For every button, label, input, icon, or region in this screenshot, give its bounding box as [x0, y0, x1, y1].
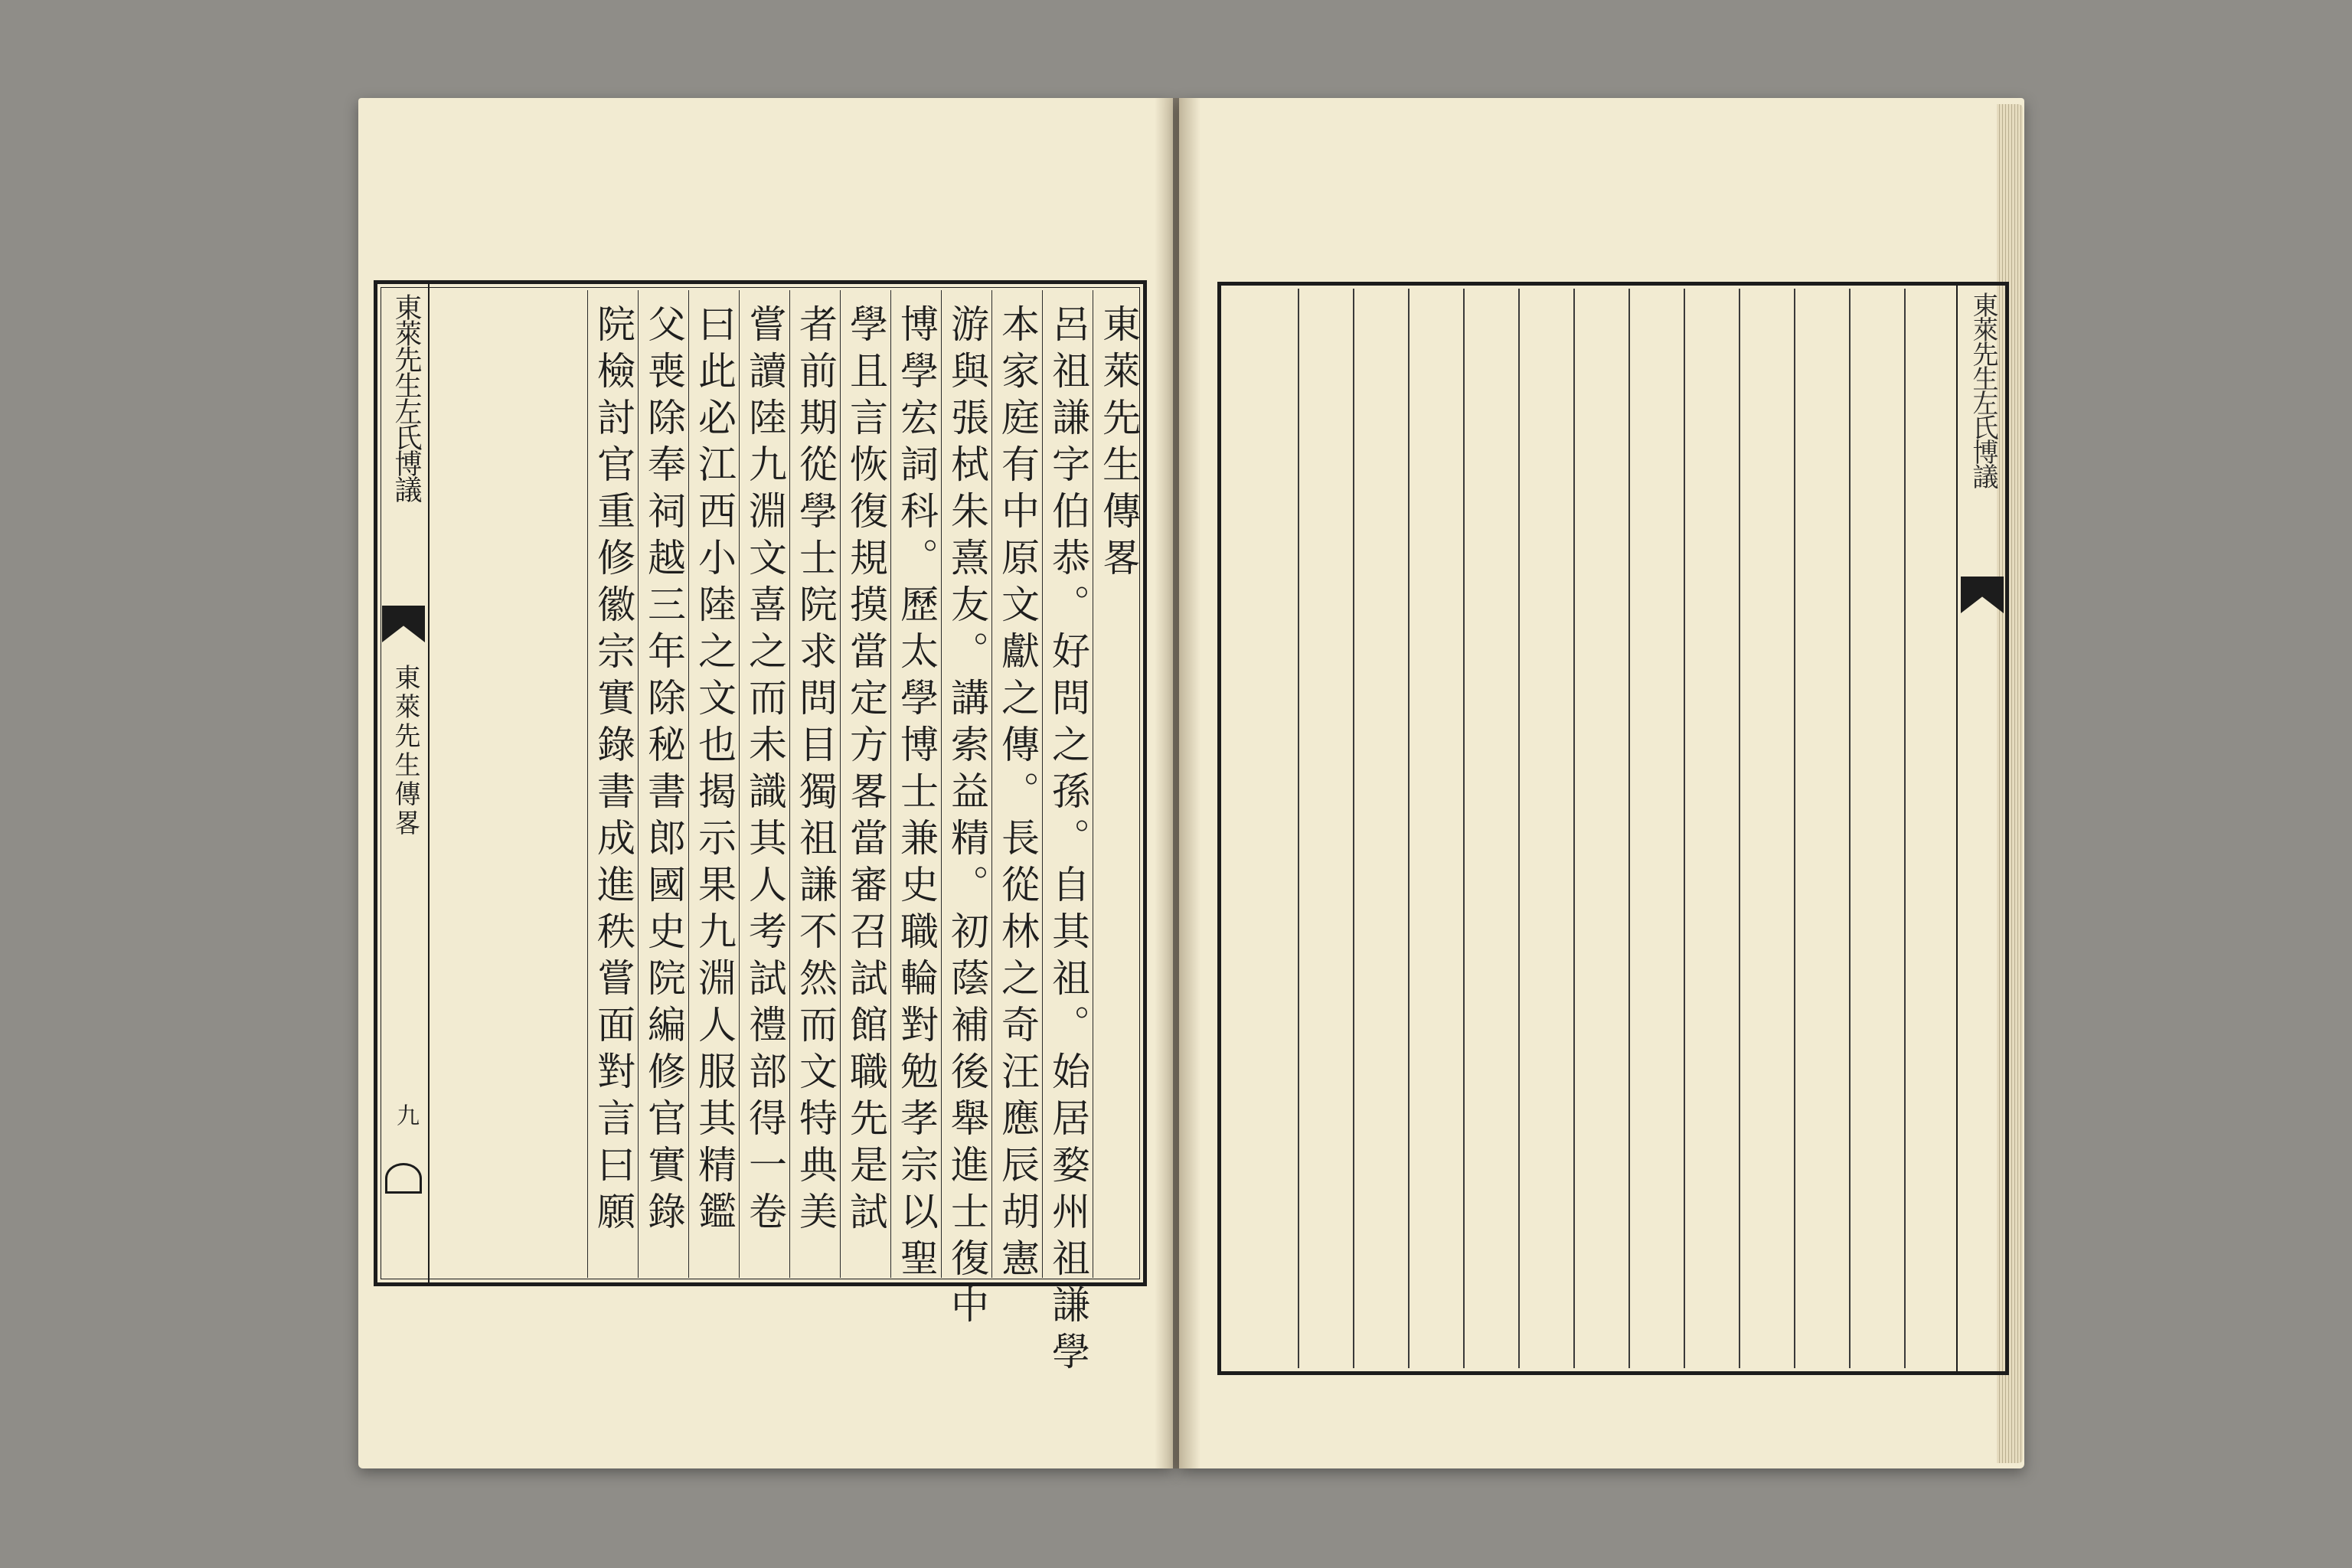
column-text: 者前期從學士院求問目獨祖謙不然而文特典美 [793, 304, 838, 1238]
fishtail-mark [382, 606, 425, 642]
column-rule [1794, 289, 1795, 1368]
text-column [739, 290, 789, 1278]
column-text: 呂祖謙字伯恭。好問之孫。自其祖。始居婺州祖謙學 [1046, 304, 1090, 1378]
center-fold-strip [377, 284, 430, 1282]
book-gutter [1155, 98, 1200, 1468]
text-column [1093, 290, 1143, 1278]
column-rule [1298, 289, 1299, 1368]
column-text: 嘗讀陸九淵文喜之而未識其人考試禮部得一卷 [743, 304, 787, 1238]
right-fishtail-mark [1961, 577, 2004, 613]
fishtail-bottom-mark [385, 1163, 422, 1194]
text-column [941, 290, 991, 1331]
column-rule [1353, 289, 1354, 1368]
left-page-frame [374, 280, 1147, 1378]
column-text: 學且言恢復規摸當定方畧當審召試館職先是試 [844, 304, 888, 1238]
column-rule [1684, 289, 1685, 1368]
column-rule [1408, 289, 1410, 1368]
column-text: 游與張栻朱熹友。講索益精。初蔭補後舉進士復中 [945, 304, 989, 1331]
right-running-title: 東萊先生左氏博議 [1968, 292, 1998, 488]
column-rule [1628, 289, 1630, 1368]
column-text: 東萊先生傳畧 [1096, 304, 1141, 584]
text-column [789, 290, 840, 1278]
column-text: 父喪除奉祠越三年除秘書郎國史院編修官實錄 [642, 304, 686, 1238]
text-column [840, 290, 890, 1278]
column-rule [1518, 289, 1520, 1368]
fold-title: 東萊先生傳畧 [390, 664, 420, 838]
text-column [1042, 290, 1093, 1378]
page-number: 九 [392, 1103, 419, 1126]
column-rule [1463, 289, 1465, 1368]
column-text: 院檢討官重修徽宗實錄書成進秩嘗面對言曰願 [591, 304, 635, 1238]
text-column [638, 290, 688, 1278]
text-column [890, 290, 941, 1285]
column-rule [1739, 289, 1740, 1368]
text-columns [430, 284, 1143, 1378]
text-column [991, 290, 1042, 1285]
right-fold-strip [1956, 286, 2005, 1371]
running-title: 東萊先生左氏博議 [390, 293, 422, 501]
text-column [688, 290, 739, 1278]
column-rule [1904, 289, 1906, 1368]
column-text: 本家庭有中原文獻之傳。長從林之奇汪應辰胡憲 [995, 304, 1040, 1285]
right-page-frame [1217, 282, 2009, 1375]
text-column [587, 290, 638, 1278]
column-rule [1849, 289, 1851, 1368]
column-text: 博學宏詞科。歷太學博士兼史職輪對勉孝宗以聖 [894, 304, 939, 1285]
column-text: 曰此必江西小陸之文也揭示果九淵人服其精鑑 [692, 304, 737, 1238]
column-rule [1573, 289, 1575, 1368]
left-page [358, 98, 1173, 1468]
